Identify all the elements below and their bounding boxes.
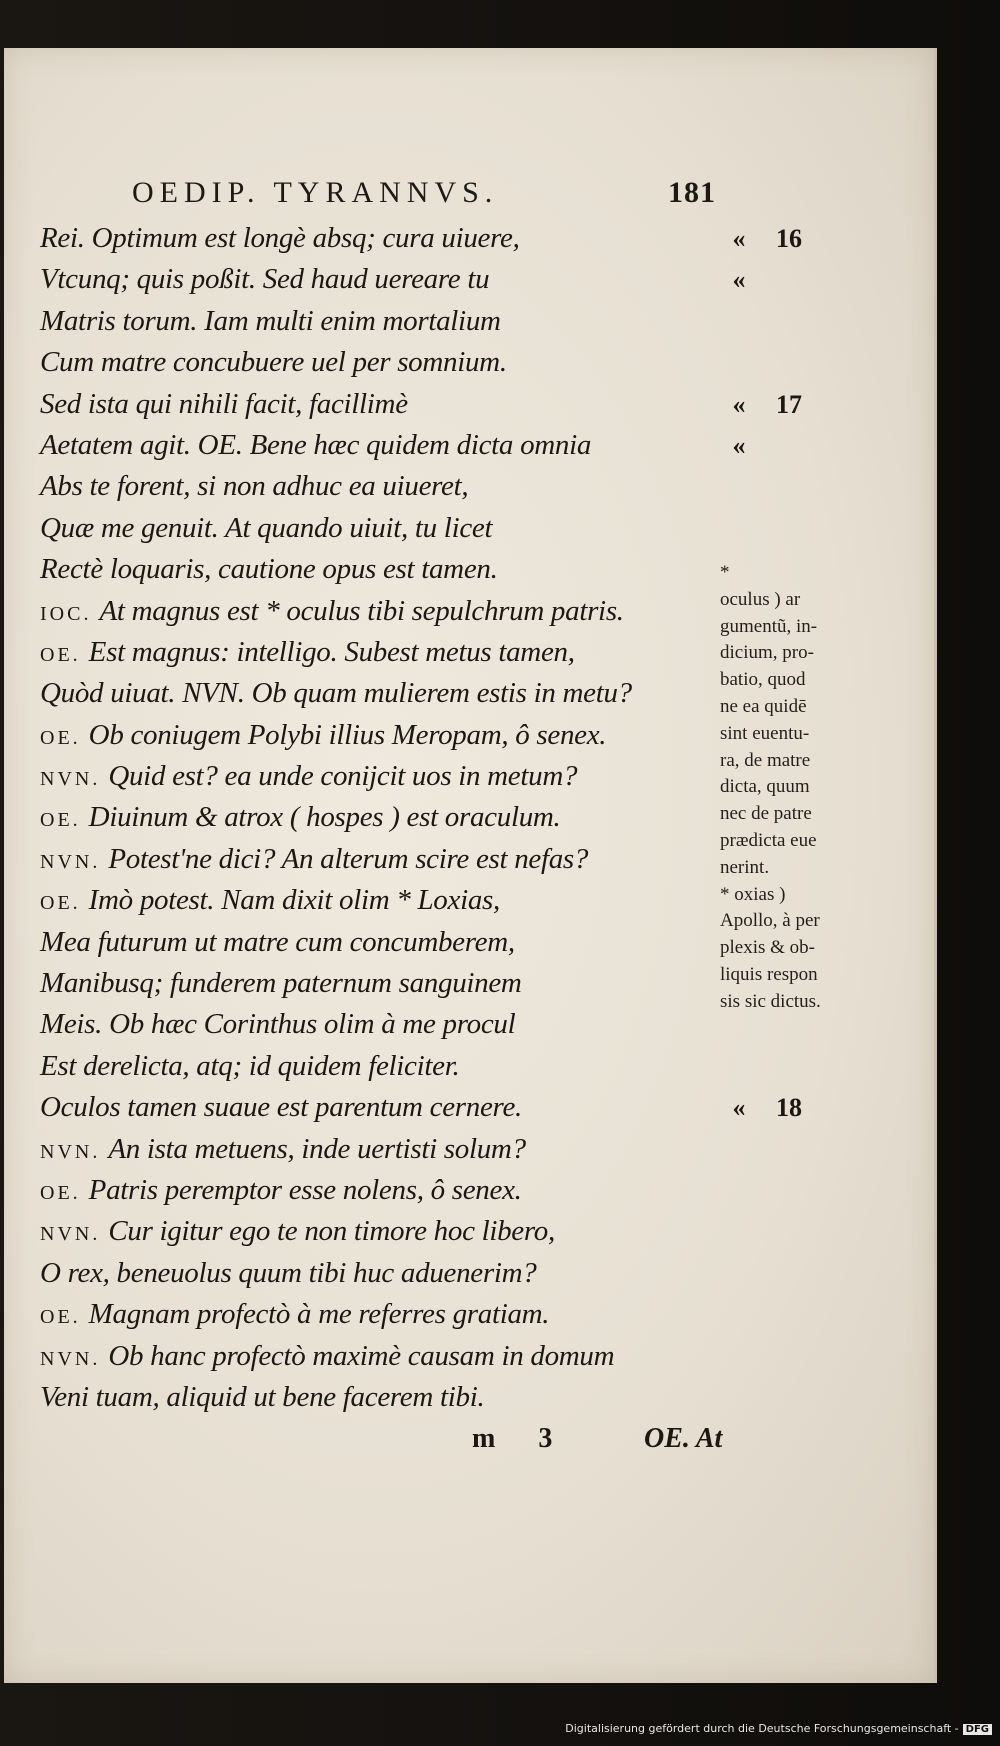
speaker-label: IOC.: [40, 602, 92, 625]
running-title: OEDIP. TYRANNVS.: [132, 176, 499, 209]
verse-text-span: At magnus est * oculus tibi sepulchrum patris.: [99, 594, 624, 627]
marginal-note-line: batio, quod: [720, 669, 806, 691]
speaker-label: NVN.: [40, 1223, 101, 1246]
verse-line: [40, 218, 720, 259]
verse-line: [40, 1211, 720, 1252]
verse-line: [40, 1129, 720, 1170]
verse-text-span: Veni tuam, aliquid ut bene facerem tibi.: [40, 1380, 485, 1413]
running-header: [132, 176, 722, 216]
page-number: 181: [668, 176, 716, 209]
verse-text-span: Meis. Ob hæc Corinthus olim à me procul: [40, 1008, 516, 1041]
verse-line: [40, 591, 720, 632]
verse-text-span: Ob hanc profectò maximè causam in domum: [108, 1339, 615, 1372]
verse-line: [40, 384, 720, 425]
marginal-note-line: sint euentu-: [720, 722, 810, 744]
verse-text-span: Rectè loquaris, cautione opus est tamen.: [40, 553, 498, 586]
verse-line: [40, 425, 720, 466]
verse-text-span: O rex, beneuolus quum tibi huc aduenerim?: [40, 1256, 537, 1289]
verse-text-span: Vtcunq; quis poßit. Sed haud uereare tu: [40, 263, 490, 296]
verse-text-span: Matris torum. Iam multi enim mortalium: [40, 304, 501, 337]
quote-mark: «: [732, 389, 746, 419]
speaker-label: NVN.: [40, 850, 101, 873]
verse-line: [40, 466, 720, 507]
verse-text-span: Quid est? ea unde conijcit uos in metum?: [108, 760, 578, 793]
quote-mark: «: [732, 431, 746, 460]
speaker-label: OE.: [40, 1306, 81, 1329]
verse-line: [40, 1170, 720, 1211]
catchword: OE. At: [644, 1423, 723, 1454]
verse-line: [40, 756, 720, 797]
marginal-note-line: dicta, quum: [720, 776, 810, 798]
marginal-note-line: Apollo, à per: [720, 910, 820, 932]
verse-line: [40, 1336, 720, 1377]
verse-line: [40, 1294, 720, 1335]
verse-line: [40, 1046, 720, 1087]
verse-text-span: An ista metuens, inde uertisti solum?: [108, 1132, 526, 1165]
marginal-note-line: ne ea quidē: [720, 695, 807, 717]
verse-text-span: Ob coniugem Polybi illius Meropam, ô senex.: [88, 718, 607, 751]
speaker-label: NVN.: [40, 1347, 101, 1370]
speaker-label: NVN.: [40, 768, 101, 791]
marginal-note-line: ra, de matre: [720, 749, 811, 771]
verse-text-span: Diuinum & atrox ( hospes ) est oraculum.: [88, 801, 561, 834]
verse-line: [40, 1087, 720, 1128]
verse-line: [40, 1377, 720, 1418]
verse-text-span: Imò potest. Nam dixit olim * Loxias,: [88, 884, 500, 917]
quote-mark: «: [732, 1093, 746, 1123]
verse-line: [40, 508, 720, 549]
speaker-label: OE.: [40, 643, 81, 666]
dfg-logo: DFG: [963, 1724, 992, 1735]
verse-text-span: Manibusq; funderem paternum sanguinem: [40, 967, 522, 1000]
verse-text-span: Patris peremptor esse nolens, ô senex.: [88, 1173, 522, 1206]
quote-mark: «: [732, 224, 746, 253]
verse-number: 18: [776, 1093, 802, 1123]
quote-mark: «: [732, 265, 746, 295]
verse-line: [40, 549, 720, 590]
verse-line: [40, 797, 720, 838]
verse-text-span: Quæ me genuit. At quando uiuit, tu licet: [40, 511, 493, 544]
verse-line: [40, 632, 720, 673]
speaker-label: NVN.: [40, 1140, 101, 1163]
verse-line: [40, 880, 720, 921]
marginal-note-line: plexis & ob-: [720, 937, 815, 959]
verse-number: 16: [776, 224, 802, 253]
verse-text-span: Mea futurum ut matre cum concumberem,: [40, 925, 515, 958]
speaker-label: OE.: [40, 1181, 81, 1204]
verse-line: [40, 673, 720, 714]
verse-number: 17: [776, 389, 802, 419]
verse-text-span: Magnam profectò à me referres gratiam.: [88, 1298, 550, 1331]
marginal-note-line: *: [720, 562, 730, 583]
verse-text-span: Quòd uiuat. NVN. Ob quam mulierem estis in metu?: [40, 677, 632, 710]
verse-text-span: Abs te forent, si non adhuc ea uiueret,: [40, 470, 469, 503]
marginal-note-line: gumentũ, in-: [720, 615, 818, 637]
verse-line: [40, 342, 720, 383]
verse-text-span: Rei. Optimum est longè absq; cura uiuere,: [40, 222, 520, 254]
marginal-note-line: dicium, pro-: [720, 642, 814, 664]
verse-text-span: Est magnus: intelligo. Subest metus tamen,: [88, 635, 575, 668]
digitization-credit: [565, 1722, 992, 1742]
verse-line: [40, 839, 720, 880]
verse-text-span: Est derelicta, atq; id quidem feliciter.: [40, 1049, 460, 1082]
verse-text: [40, 218, 720, 1418]
verse-line: [40, 922, 720, 963]
marginal-note-line: nec de patre: [720, 803, 812, 825]
verse-line: [40, 715, 720, 756]
verse-text-span: Cur igitur ego te non timore hoc libero,: [108, 1215, 555, 1248]
verse-line: [40, 1004, 720, 1045]
verse-line: [40, 259, 720, 300]
verse-text-span: Cum matre concubuere uel per somnium.: [40, 346, 507, 379]
marginal-note-line: liquis respon: [720, 963, 818, 985]
marginal-note-line: prædicta eue: [720, 829, 817, 851]
marginal-notes: [720, 560, 880, 1016]
marginal-note-line: * oxias ): [720, 883, 786, 905]
marginal-note-line: sis sic dictus.: [720, 990, 821, 1012]
marginal-note-line: nerint.: [720, 856, 770, 878]
verse-text-span: Potest'ne dici? An alterum scire est nefas?: [108, 842, 589, 875]
speaker-label: OE.: [40, 892, 81, 915]
book-page: [4, 48, 937, 1683]
speaker-label: OE.: [40, 809, 81, 832]
marginal-note-line: oculus ) ar: [720, 588, 801, 610]
verse-line: [40, 963, 720, 1004]
verse-text-span: Aetatem agit. OE. Bene hæc quidem dicta omnia: [40, 428, 592, 461]
speaker-label: OE.: [40, 726, 81, 749]
verse-text-span: Oculos tamen suaue est parentum cernere.: [40, 1091, 522, 1124]
verse-line: [40, 1253, 720, 1294]
verse-text-span: Sed ista qui nihili facit, facillimè: [40, 387, 408, 420]
verse-line: [40, 301, 720, 342]
credit-text: Digitalisierung gefördert durch die Deutsche Forschungsgemeinschaft -: [565, 1722, 959, 1735]
signature-mark: m 3: [472, 1423, 571, 1454]
